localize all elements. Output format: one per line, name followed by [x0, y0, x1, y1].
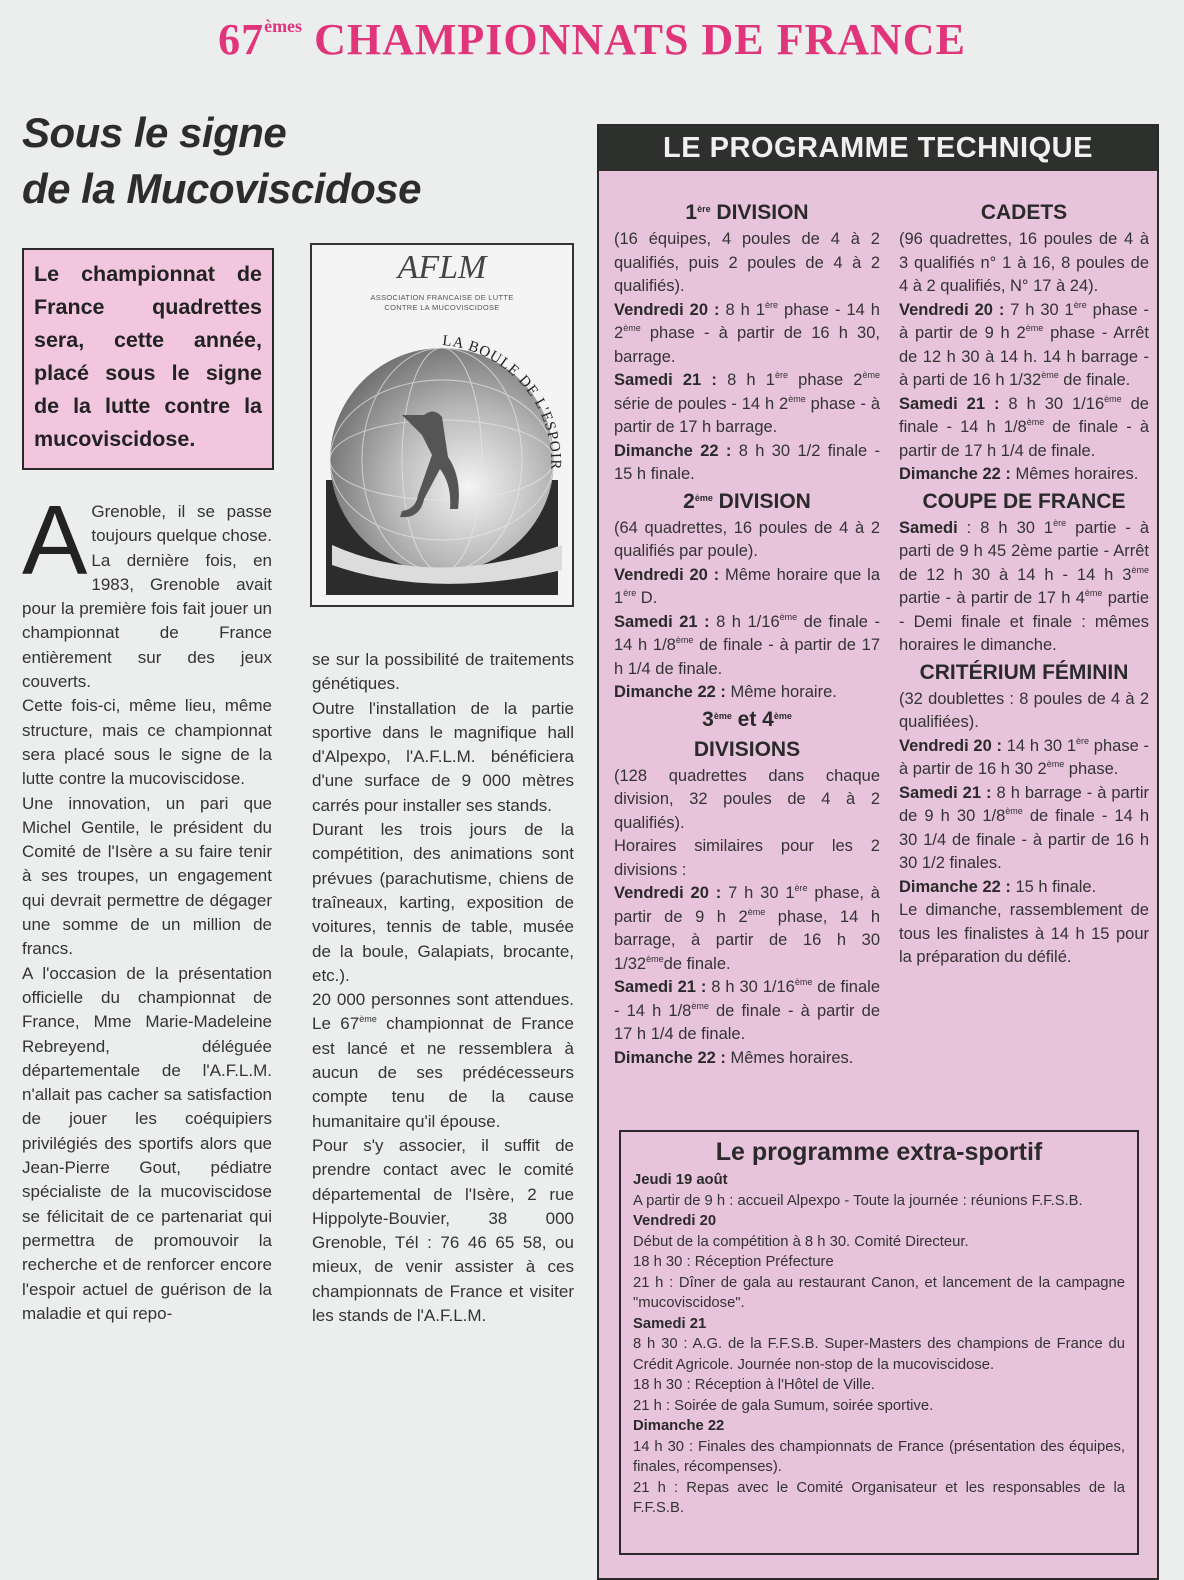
div1-vendredi — [614, 299, 880, 370]
programme-technique-box — [597, 124, 1159, 1580]
page-banner — [0, 14, 1184, 65]
superscript: ère — [1073, 299, 1087, 310]
day-label: Dimanche 22 : — [614, 1048, 726, 1067]
text-run: partie - à parti de 9 h 45 2ème partie - Arrêt de 12 h 30 à 14 h - 14 h 3 — [899, 518, 1150, 584]
superscript: ème — [862, 370, 880, 380]
text-run: : 8 h 30 1 — [957, 518, 1054, 537]
coupe-heading: COUPE DE FRANCE — [922, 489, 1126, 513]
superscript: ème — [1041, 370, 1059, 380]
text-run: 7 h 30 1 — [1004, 300, 1074, 319]
text-run: série de poules - 14 h 2 — [614, 394, 789, 413]
superscript: ème — [773, 710, 792, 721]
p8-b: championnat de France est lancé et ne ressemblera à aucun de ses prédécesseurs compte tenu de la cause humanitaire qu'il épouse. — [312, 1014, 574, 1131]
superscript: ère — [765, 299, 779, 310]
assoc-line-1: ASSOCIATION FRANCAISE DE LUTTE — [370, 293, 514, 302]
extra-line: 8 h 30 : A.G. de la F.F.S.B. Super-Masters des champions de France du Crédit Agricole. Journée non-stop de la mucoviscidose. — [633, 1336, 1125, 1373]
article-column-2 — [312, 648, 574, 1328]
text-run: de finale - 14 h 1/8 — [899, 394, 1149, 436]
banner-suffix: èmes — [264, 16, 303, 36]
section-div1 — [614, 198, 880, 487]
extra-line: 21 h : Dîner de gala au restaurant Canon, et lancement de la campagne "mucoviscidose". — [633, 1274, 1125, 1311]
text-run: 8 h 1/16 — [709, 612, 780, 631]
superscript: ème — [788, 393, 806, 404]
text-run: de finale - 14 h 30 1/4 de finale - à partir de 16 h 30 1/2 finales. — [899, 807, 1149, 872]
section-div2 — [614, 487, 880, 705]
text-run: phase - Arrêt de 12 h 30 à 14 h. 14 h barrage - à parti de 16 h 1/32 — [899, 324, 1149, 389]
headline-line-1: Sous le signe — [22, 109, 287, 156]
text-run: de finale - à partir de 17 h 1/4 de finale. — [899, 418, 1150, 460]
extra-line: 18 h 30 : Réception à l'Hôtel de Ville. — [633, 1377, 875, 1393]
text-run: DIVISIONS — [693, 737, 801, 761]
boule-arc-text: LA BOULE DE L'ESPOIR — [441, 332, 564, 471]
div2-samedi — [614, 611, 880, 682]
text-run: 8 h 30 1/16 — [999, 394, 1105, 413]
feminin-dimanche — [899, 876, 1149, 900]
text-run: phase - à partir de 17 h barrage. — [614, 394, 880, 436]
text-run: 3 — [702, 707, 714, 731]
banner-title: CHAMPIONNATS DE FRANCE — [314, 15, 966, 64]
extra-line: 14 h 30 : Finales des championnats de France (présentation des équipes, finales, récompenses). — [633, 1438, 1125, 1475]
day-label: Vendredi 20 : — [899, 300, 1005, 319]
day-label: Samedi 21 : — [899, 783, 992, 802]
div1-dimanche — [614, 440, 880, 487]
article-paragraph-7: Durant les trois jours de la compétition, des animations sont prévues (parachutisme, chiens de traîneaux, karting, exposition de voitures, tennis de table, musée de la boule, Galapiats, brocante, etc.). — [312, 820, 574, 985]
text-run: de finale. — [1058, 371, 1131, 389]
extra-line: Début de la compétition à 8 h 30. Comité Directeur. — [633, 1233, 969, 1250]
superscript: ème — [623, 323, 641, 333]
article-paragraph-3: Une innovation, un pari que Michel Gentile, le président du Comité de l'Isère a su faire tenir à ses troupes, un engagement qui devrait permettre de dégager une somme de un million de francs. — [22, 793, 272, 959]
text-run: de finale. — [663, 954, 731, 973]
text-run: 8 h 30 1/16 — [706, 978, 795, 996]
article-paragraph-4: A l'occasion de la présentation officielle du championnat de France, Mme Marie-Madeleine Rebreyend, déléguée départementale de l'A.F.L.M. n'allait pas cacher sa satisfaction de jouer les coéquipiers privilégiés des sportifs alors que Jean-Pierre Gout, pédiatre spécialiste de la mucoviscidose se félicitait de ce partenariat qui permettra de promouvoir la recherche et de renforcer encore l'espoir actuel de guérison de la maladie et qui repo- — [22, 963, 272, 1323]
superscript: ème — [1084, 588, 1103, 598]
article-paragraph-1 — [22, 485, 272, 694]
text-run: 14 h 30 1 — [1002, 736, 1077, 755]
text-run: partie - à partir de 17 h 4 — [899, 589, 1085, 607]
superscript: ème — [646, 953, 664, 964]
superscript: ème — [1025, 323, 1044, 333]
text-run: Mêmes horaires. — [1010, 465, 1139, 483]
extra-line: 21 h : Soirée de gala Sumum, soirée sportive. — [633, 1397, 934, 1414]
text-run: phase - à partir de 9 h 2 — [899, 300, 1149, 342]
cadets-heading: CADETS — [980, 201, 1068, 224]
text-run: Même horaire que la 1 — [614, 565, 880, 607]
section-coupe — [899, 487, 1149, 658]
p8-sup: ème — [359, 1014, 377, 1025]
text-run: phase. — [1064, 760, 1119, 778]
cadets-dimanche — [899, 463, 1149, 487]
article-paragraph-9: Pour s'y associer, il suffit de prendre contact avec le comité départemental de l'Isère, 2 rue Hippolyte-Bouvier, 38 000 Grenoble, Tél : 76 46 65 58, ou mieux, de venir assister à ces championnats de France et visiter les stands de l'A.F.L.M. — [312, 1135, 574, 1326]
superscript: ème — [1131, 564, 1149, 575]
superscript: ème — [1005, 806, 1023, 816]
extra-day: Samedi 21 — [633, 1315, 707, 1332]
text-run: 8 h 1 — [719, 300, 766, 319]
day-label: Vendredi 20 : — [899, 736, 1003, 755]
aflm-photo — [310, 243, 574, 607]
feminin-samedi — [899, 782, 1149, 876]
coupe-samedi — [899, 517, 1149, 658]
text-run: D. — [636, 589, 658, 607]
aflm-logo: AFLM — [397, 249, 487, 286]
text-run: phase - à partir de 16 h 30 2 — [899, 736, 1149, 778]
div34-vendredi — [614, 882, 880, 976]
text-run: 7 h 30 1 — [721, 884, 795, 902]
feminin-vendredi — [899, 735, 1149, 782]
div34-samedi — [614, 976, 880, 1047]
div2-vendredi — [614, 564, 880, 611]
feminin-intro: (32 doublettes : 8 poules de 4 à 2 qualifiées). — [899, 689, 1149, 731]
div34-heading — [614, 705, 880, 765]
article-paragraph-2: Cette fois-ci, même lieu, même structure, mais ce championnat sera placé sous le signe de la lutte contre la mucoviscidose. — [22, 696, 272, 789]
programme-left-column — [614, 198, 880, 1070]
programme-extra-sportif-box — [619, 1130, 1139, 1555]
text-run: 8 h 30 1/2 finale - 15 h finale. — [614, 441, 881, 483]
article-paragraph-5: se sur la possibilité de traitements génétiques. — [312, 650, 574, 694]
headline-line-2: de la Mucoviscidose — [22, 165, 421, 212]
cadets-vendredi — [899, 299, 1149, 393]
text-run: phase, à partir de 9 h 2 — [614, 884, 880, 926]
div34-dimanche — [614, 1047, 880, 1071]
superscript: ère — [774, 370, 788, 380]
div1-intro: (16 équipes, 4 poules de 4 à 2 qualifiés, puis 2 poules de 4 à 2 qualifiés). — [614, 230, 880, 295]
superscript: ère — [794, 883, 808, 893]
banner-number: 67 — [218, 15, 265, 64]
cadets-intro: (96 quadrettes, 16 poules de 4 à 3 qualifiés n° 1 à 16, 8 poules de 4 à 2 qualifiés, N° 17 à 24). — [899, 230, 1149, 295]
extra-line: 21 h : Repas avec le Comité Organisateur et les responsables de la F.F.S.B. — [633, 1479, 1125, 1516]
text-run: 8 h 1 — [716, 371, 775, 389]
day-label: Samedi 21 : — [899, 394, 1000, 413]
text-run: Mêmes horaires. — [725, 1048, 854, 1067]
p8-a: 20 000 personnes sont attendues. Le 67 — [312, 990, 574, 1034]
day-label: Samedi 21 : — [614, 612, 710, 631]
extra-line: 18 h 30 : Réception Préfecture — [633, 1254, 834, 1270]
text-run: de finale - 14 h 1/8 — [614, 978, 880, 1020]
article-paragraph-8 — [312, 988, 574, 1134]
p1-text: Grenoble, il se passe toujours quelque chose. La dernière fois, en 1983, Grenoble avait pour la première fois fait jouer un championnat de France entièrement sur des jeux couverts. — [22, 502, 272, 692]
text-run: de finale - 14 h 1/8 — [614, 612, 880, 654]
superscript: ère — [1076, 735, 1090, 746]
day-label: Samedi — [899, 518, 958, 537]
day-label: Samedi 21 : — [614, 371, 717, 389]
superscript: ème — [794, 977, 813, 987]
section-div34 — [614, 705, 880, 1071]
text-run: 1 — [685, 201, 698, 224]
text-run: phase - à partir de 16 h 30, barrage. — [614, 324, 880, 366]
article-paragraph-6: Outre l'installation de la partie sportive dans le magnifique hall d'Alpexpo, l'A.F.L.M. bénéficiera d'une surface de 9 000 mètres carrés pour installer ses stands. — [312, 698, 574, 815]
text-run: DIVISION — [710, 201, 809, 224]
superscript: ème — [691, 1000, 709, 1011]
drop-cap: A — [22, 485, 88, 595]
article-column-1 — [22, 485, 272, 1326]
day-label: Vendredi 20 : — [614, 884, 722, 902]
text-run: partie - Demi finale et finale : mêmes horaires le dimanche. — [899, 589, 1150, 654]
day-label: Dimanche 22 : — [899, 877, 1011, 896]
text-run: phase 2 — [787, 371, 863, 389]
cadets-samedi — [899, 393, 1149, 464]
div2-intro: (64 quadrettes, 16 poules de 4 à 2 qualifiés par poule). — [614, 518, 880, 560]
article-headline — [22, 105, 421, 217]
superscript: ème — [675, 635, 694, 645]
extra-day: Vendredi 20 — [633, 1213, 717, 1229]
text-run: Même horaire. — [725, 683, 837, 701]
text-run: 15 h finale. — [1010, 877, 1097, 896]
superscript: ère — [623, 588, 637, 598]
extra-title: Le programme extra-sportif — [715, 1138, 1043, 1166]
text-run: phase, 14 h barrage, à partir de 16 h 30 1/32 — [614, 907, 881, 973]
superscript: ère — [697, 204, 711, 214]
programme-title: LE PROGRAMME TECHNIQUE — [599, 126, 1157, 171]
assoc-line-2: CONTRE LA MUCOVISCIDOSE — [384, 303, 500, 312]
superscript: ème — [713, 710, 732, 721]
day-label: Vendredi 20 : — [614, 300, 720, 319]
section-feminin — [899, 658, 1149, 970]
feminin-note: Le dimanche, rassemblement de tous les finalistes à 14 h 15 pour la préparation du défilé. — [899, 901, 1149, 966]
superscript: ème — [1104, 393, 1122, 404]
feminin-heading: CRITÉRIUM FÉMININ — [919, 660, 1129, 684]
text-run: et 4 — [731, 707, 774, 731]
text-run: DIVISION — [712, 489, 811, 513]
extra-day: Dimanche 22 — [633, 1418, 725, 1434]
boule-illustration — [312, 245, 572, 605]
div34-note: Horaires similaires pour les 2 divisions : — [614, 837, 880, 879]
div2-dimanche — [614, 681, 880, 705]
text-run: de finale - à partir de 17 h 1/4 de finale. — [614, 636, 880, 678]
extra-line: A partir de 9 h : accueil Alpexpo - Toute la journée : réunions F.F.S.B. — [633, 1192, 1083, 1209]
div34-intro: (128 quadrettes dans chaque division, 32 poules de 4 à 2 qualifiés). — [614, 766, 880, 832]
superscript: ème — [694, 492, 713, 503]
day-label: Samedi 21 : — [614, 978, 707, 996]
text-run: 2 — [683, 489, 695, 513]
lead-box: Le championnat de France quadrettes sera, cette année, placé sous le signe de la lutte contre la mucoviscidose. — [22, 248, 274, 470]
day-label: Dimanche 22 : — [899, 465, 1011, 483]
text-run: 8 h barrage - à partir de 9 h 30 1/8 — [899, 783, 1149, 825]
superscript: ère — [1053, 517, 1067, 528]
text-run: de finale - à partir de 17 h 1/4 de finale. — [614, 1001, 881, 1043]
day-label: Dimanche 22 : — [614, 683, 726, 701]
div1-heading — [614, 198, 880, 228]
extra-day: Jeudi 19 août — [633, 1172, 728, 1188]
div1-samedi — [614, 369, 880, 440]
superscript: ème — [1026, 417, 1045, 427]
div2-heading — [614, 487, 880, 517]
superscript: ème — [1046, 759, 1065, 769]
day-label: Dimanche 22 : — [614, 441, 732, 460]
section-cadets — [899, 198, 1149, 487]
day-label: Vendredi 20 : — [614, 565, 720, 584]
text-run: phase - 14 h 2 — [614, 300, 880, 342]
superscript: ème — [779, 611, 798, 622]
programme-right-column — [899, 198, 1149, 970]
superscript: ème — [747, 906, 766, 917]
